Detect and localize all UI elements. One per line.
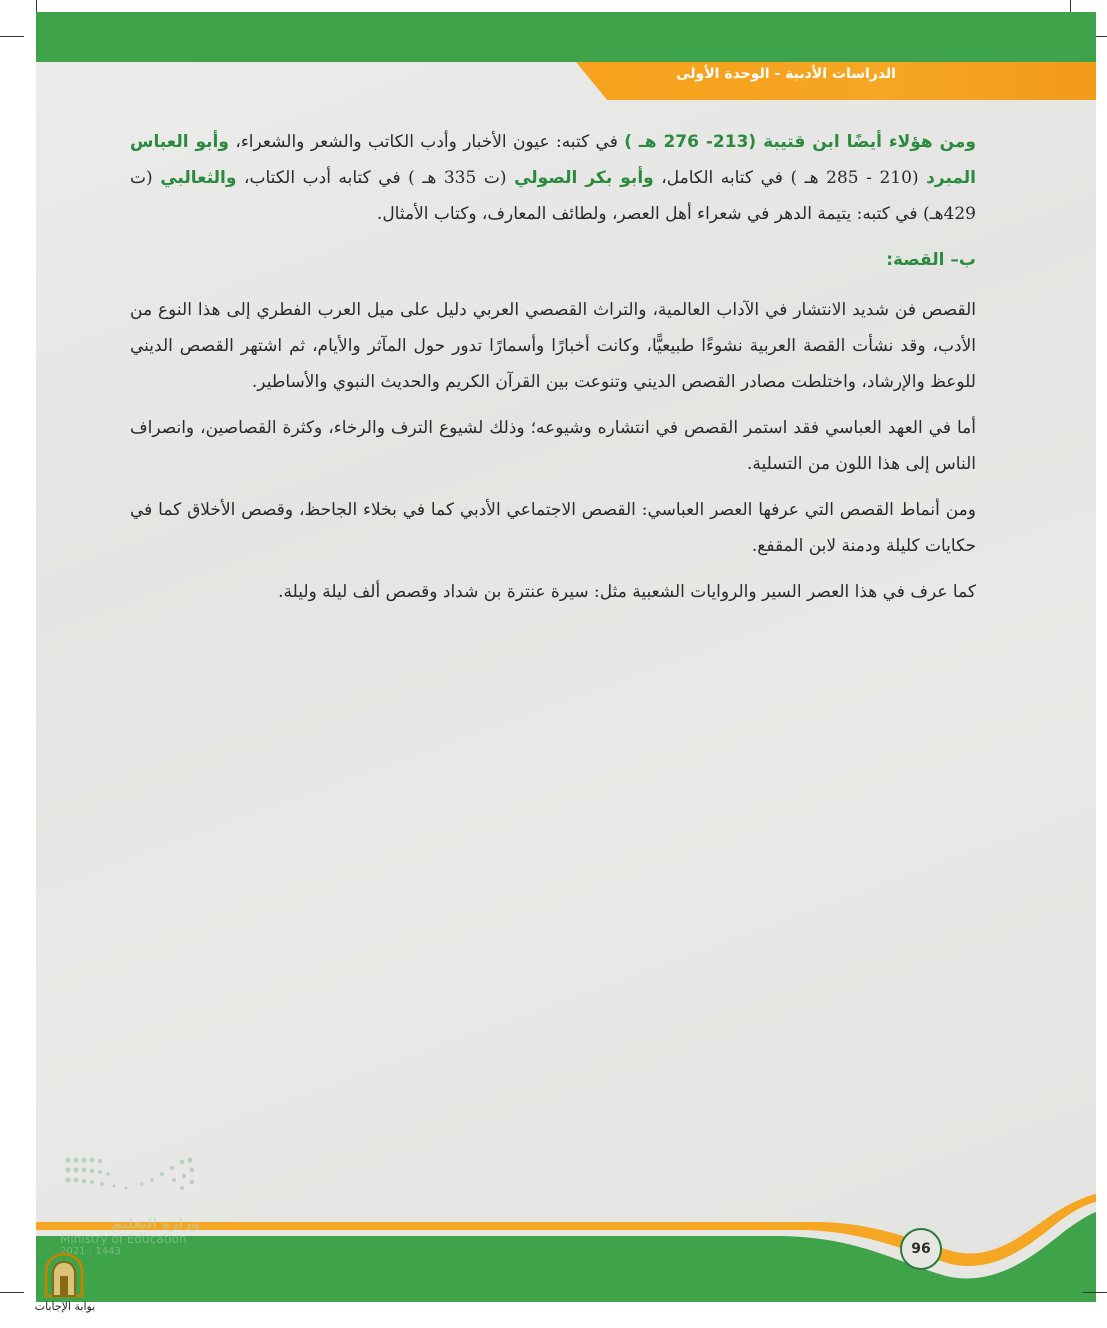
page-number: 96 bbox=[900, 1228, 942, 1270]
text-segment: (210 - 285 هـ ) في كتابه الكامل، bbox=[653, 168, 927, 188]
text-segment: (ت 335 هـ ) في كتابه أدب الكتاب، bbox=[236, 168, 515, 188]
crop-mark-top-left-v bbox=[36, 0, 37, 12]
ministry-wordmark bbox=[60, 1216, 200, 1257]
site-label: بوابة الإجابات bbox=[34, 1300, 96, 1313]
crop-mark-top-left bbox=[0, 36, 24, 37]
paragraph-story-types: ومن أنماط القصص التي عرفها العصر العباسي: القصص الاجتماعي الأدبي كما في بخلاء الجاحظ، وقصص الأخلاق كما في حكايات كليلة ودمنة لابن المقفع. bbox=[130, 500, 976, 556]
highlight-suli: وأبو بكر الصولي bbox=[514, 168, 654, 188]
paragraph-authors bbox=[130, 124, 976, 232]
text-segment: في كتبه: عيون الأخبار وأدب الكاتب والشعر والشعراء، bbox=[228, 132, 625, 152]
highlight-mubarrad: وأبو العباس المبرد bbox=[130, 132, 976, 188]
unit-title: الدراسات الأدبية - الوحدة الأولى bbox=[676, 66, 896, 82]
mosque-arch-emblem bbox=[42, 1252, 86, 1298]
header-green-band bbox=[36, 12, 1096, 62]
highlight-ibn-qutaiba: ومن هؤلاء أيضًا ابن قتيبة (213- 276 هـ ) bbox=[624, 132, 976, 152]
highlight-thaalibi: والثعالبي bbox=[160, 168, 237, 188]
paragraph-story-intro: القصص فن شديد الانتشار في الآداب العالمية، والتراث القصصي العربي دليل على ميل العرب الفطري إلى هذا النوع من الأدب، وقد نشأت القصة العربية نشوءًا طبيعيًّا، وكانت أخبارًا وأسمارًا تدور حول المآثر والأيام، ثم اشتهر القصص الديني للوعظ والإرشاد، واختلطت مصادر القصص الديني وتنوعت بين القرآن الكريم والحديث النبوي والأساطير. bbox=[130, 300, 976, 392]
crop-mark-bottom-right bbox=[1083, 1292, 1107, 1293]
ministry-name-english: Ministry of Education bbox=[60, 1232, 187, 1246]
crop-mark-bottom-left bbox=[0, 1292, 24, 1293]
ministry-year: 2021 - 1443 bbox=[60, 1246, 121, 1257]
paragraph-abbasid-era: أما في العهد العباسي فقد استمر القصص في انتشاره وشيوعه؛ وذلك لشيوع الترف والرخاء، وكثرة القصاصين، وانصراف الناس إلى هذا اللون من التسلية. bbox=[130, 418, 976, 474]
page-content bbox=[130, 124, 976, 620]
paragraph-folk-tales: كما عرف في هذا العصر السير والروايات الشعبية مثل: سيرة عنترة بن شداد وقصص ألف ليلة وليلة. bbox=[278, 582, 976, 602]
ministry-name-arabic: وزارة التعليم bbox=[111, 1216, 200, 1232]
section-heading-story: ب– القصة: bbox=[886, 250, 976, 270]
textbook-page bbox=[36, 12, 1096, 1328]
text-segment: (ت 429هـ) في كتبه: يتيمة الدهر في شعراء أهل العصر، ولطائف المعارف، وكتاب الأمثال. bbox=[130, 168, 976, 224]
